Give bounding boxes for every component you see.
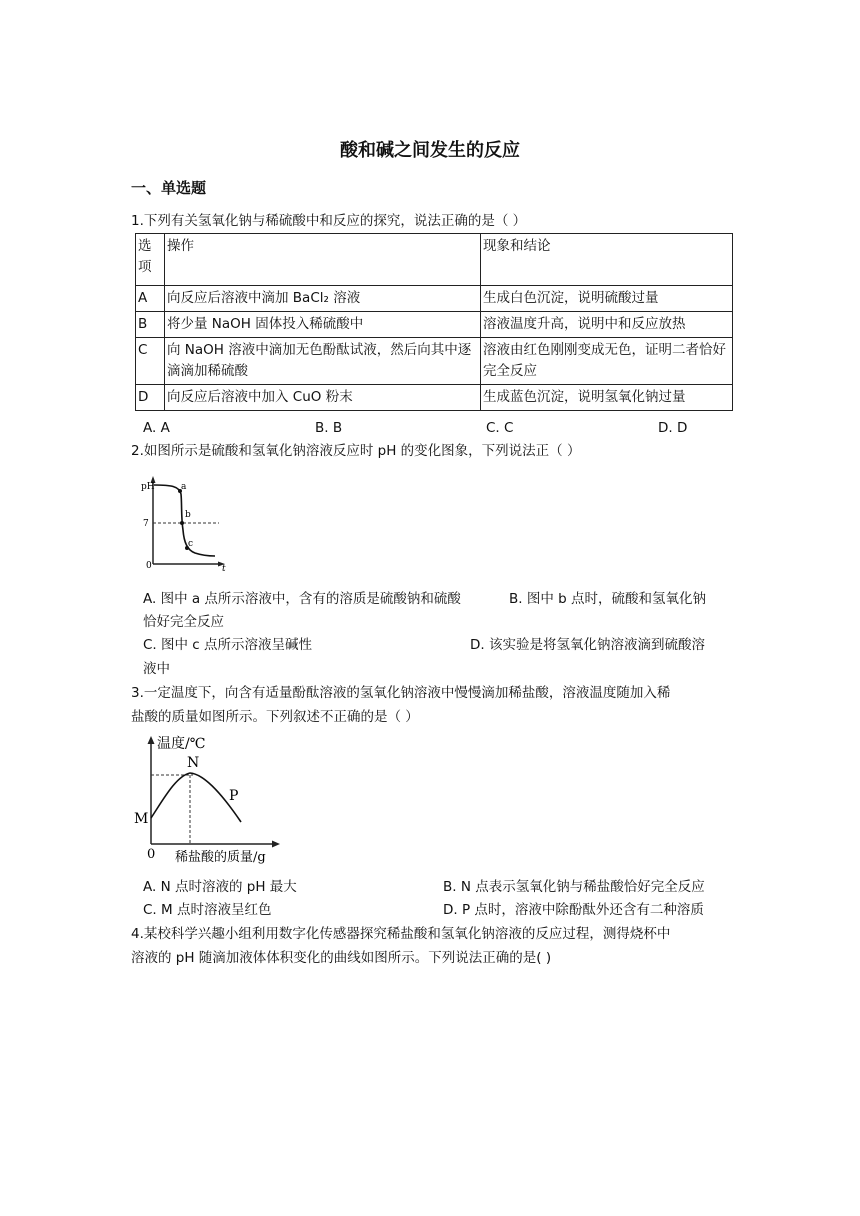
q4-stem-line2: 溶液的 pH 随滴加液体体积变化的曲线如图所示。下列说法正确的是( ) (131, 950, 552, 966)
header-result: 现象和结论 (481, 234, 733, 286)
q2-option-b-cont: 恰好完全反应 (143, 614, 224, 630)
q2-option-d-cont: 液中 (143, 661, 170, 677)
q3-option-b[interactable]: B. N 点表示氢氧化钠与稀盐酸恰好完全反应 (443, 879, 705, 895)
q2-option-b[interactable]: B. 图中 b 点时，硫酸和氢氧化钠 (509, 591, 706, 607)
table-row (136, 385, 733, 411)
q3-option-c[interactable]: C. M 点时溶液呈红色 (143, 902, 272, 918)
row-key: B (136, 312, 165, 338)
x-arrow (272, 841, 280, 848)
row-operation: 向 NaOH 溶液中滴加无色酚酞试液，然后向其中逐滴滴加稀硫酸 (165, 338, 481, 385)
table-header-row (136, 234, 733, 286)
row-result: 溶液温度升高，说明中和反应放热 (481, 312, 733, 338)
table-row (136, 312, 733, 338)
q3-stem-line1: 3.一定温度下，向含有适量酚酞溶液的氢氧化钠溶液中慢慢滴加稀盐酸，溶液温度随加入稀 (131, 685, 671, 701)
row-result: 生成白色沉淀，说明硫酸过量 (481, 286, 733, 312)
label-p: P (229, 788, 239, 804)
q3-option-d[interactable]: D. P 点时，溶液中除酚酞外还含有二种溶质 (443, 902, 704, 918)
page-title: 酸和碱之间发生的反应 (340, 140, 520, 161)
row-operation: 将少量 NaOH 固体投入稀硫酸中 (165, 312, 481, 338)
ph-curve (154, 485, 215, 556)
header-operation: 操作 (165, 234, 481, 286)
q1-option-b[interactable]: B. B (315, 420, 343, 436)
tick-7: 7 (143, 519, 149, 529)
x-label: t (222, 564, 226, 572)
row-key: D (136, 385, 165, 411)
label-a: a (181, 482, 187, 492)
row-key: C (136, 338, 165, 385)
label-m: M (134, 811, 149, 827)
temperature-curve (151, 773, 241, 822)
q2-option-a[interactable]: A. 图中 a 点所示溶液中，含有的溶质是硫酸钠和硫酸 (143, 591, 461, 607)
header-option: 选项 (136, 234, 165, 286)
table-row (136, 286, 733, 312)
q3-option-a[interactable]: A. N 点时溶液的 pH 最大 (143, 879, 297, 895)
q1-option-a[interactable]: A. A (143, 420, 170, 436)
row-key: A (136, 286, 165, 312)
q2-ph-graph (135, 472, 230, 572)
q2-option-d[interactable]: D. 该实验是将氢氧化钠溶液滴到硫酸溶 (470, 637, 705, 653)
origin-label: 0 (146, 561, 152, 571)
origin-label: 0 (147, 847, 156, 862)
q1-option-c[interactable]: C. C (486, 420, 514, 436)
row-operation: 向反应后溶液中滴加 BaCl₂ 溶液 (165, 286, 481, 312)
q2-option-c[interactable]: C. 图中 c 点所示溶液呈碱性 (143, 637, 313, 653)
section-heading: 一、单选题 (131, 179, 207, 197)
label-c: c (188, 539, 194, 549)
table-row (136, 338, 733, 385)
label-b: b (185, 510, 191, 520)
q3-stem-line2: 盐酸的质量如图所示。下列叙述不正确的是（ ） (131, 709, 419, 725)
x-label: 稀盐酸的质量/g (175, 850, 266, 865)
q1-stem: 1.下列有关氢氧化钠与稀硫酸中和反应的探究，说法正确的是（ ） (131, 213, 527, 229)
row-operation: 向反应后溶液中加入 CuO 粉末 (165, 385, 481, 411)
label-n: N (187, 755, 200, 771)
row-result: 生成蓝色沉淀，说明氢氧化钠过量 (481, 385, 733, 411)
q2-stem: 2.如图所示是硫酸和氢氧化钠溶液反应时 pH 的变化图象，下列说法正（ ） (131, 443, 581, 459)
y-arrow (148, 736, 155, 744)
point-b (180, 521, 184, 525)
y-label: pH (141, 482, 155, 492)
q1-option-d[interactable]: D. D (658, 420, 688, 436)
q1-table (135, 233, 733, 411)
q3-temperature-graph (131, 730, 281, 868)
q4-stem-line1: 4.某校科学兴趣小组利用数字化传感器探究稀盐酸和氢氧化钠溶液的反应过程，测得烧杯中 (131, 926, 671, 942)
row-result: 溶液由红色刚刚变成无色，证明二者恰好完全反应 (481, 338, 733, 385)
y-label: 温度/℃ (157, 736, 206, 752)
